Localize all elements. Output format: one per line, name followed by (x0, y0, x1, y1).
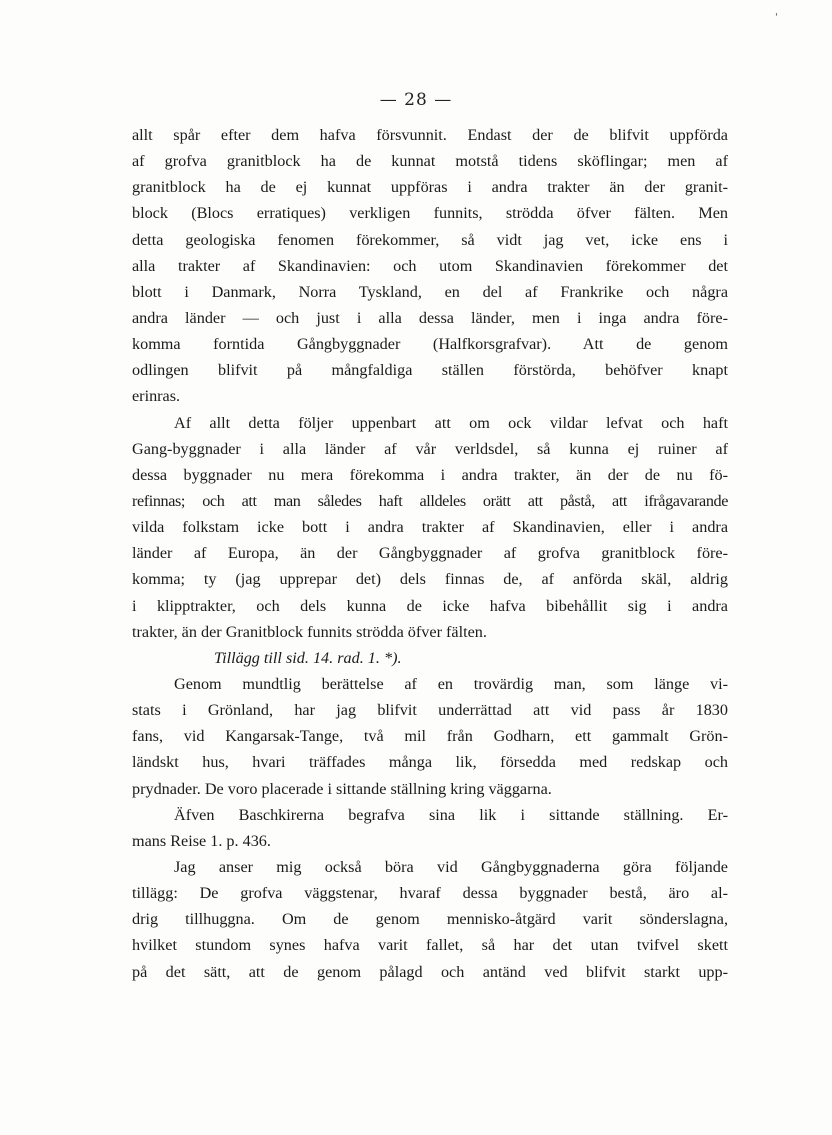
text-line: odlingen blifvit på mångfaldiga ställen förstörda, behöfver knapt (132, 361, 728, 380)
text-line: hvilket stundom synes hafva varit fallet, så har det utan tvifvel skett (132, 936, 728, 955)
text-line: på det sätt, att de genom pålagd och antänd ved blifvit starkt upp- (132, 962, 728, 981)
margin-mark: ' (775, 12, 778, 23)
text-line: stats i Grönland, har jag blifvit underrättad att vid pass år 1830 (132, 701, 728, 720)
text-line: Af allt detta följer uppenbart att om ock vildar lefvat och haft (174, 413, 728, 432)
addendum-heading: Tillägg till sid. 14. rad. 1. *). (214, 648, 402, 667)
text-line: dessa byggnader nu mera förekomma i andra trakter, än der de nu fö- (132, 465, 728, 484)
text-line: vilda folkstam icke bott i andra trakter af Skandinavien, eller i andra (132, 518, 728, 537)
text-line: i klipptrakter, och dels kunna de icke hafva bibehållit sig i andra (132, 596, 728, 615)
text-line: trakter, än der Granitblock funnits strödda öfver fälten. (132, 622, 487, 641)
text-line: ländskt hus, hvari träffades många lik, försedda med redskap och (132, 753, 728, 772)
text-line: komma forntida Gångbyggnader (Halfkorsgrafvar). Att de genom (132, 335, 728, 354)
text-line: Genom mundtlig berättelse af en trovärdig man, som länge vi- (174, 674, 728, 693)
text-line: prydnader. De voro placerade i sittande ställning kring väggarna. (132, 779, 552, 798)
text-line: komma; ty (jag upprepar det) dels finnas de, af anförda skäl, aldrig (132, 570, 728, 589)
text-line: refinnas; och att man således haft alldeles orätt att påstå, att ifrågavarande (132, 491, 728, 510)
text-line: detta geologiska fenomen förekommer, så vidt jag vet, icke ens i (132, 230, 728, 249)
text-line: fans, vid Kangarsak-Tange, två mil från Godharn, ett gammalt Grön- (132, 727, 728, 746)
text-line: blott i Danmark, Norra Tyskland, en del af Frankrike och några (132, 282, 728, 301)
text-line: allt spår efter dem hafva försvunnit. Endast der de blifvit uppförda (132, 126, 728, 144)
text-line: granitblock ha de ej kunnat uppföras i andra trakter än der granit- (132, 178, 728, 197)
text-line: erinras. (132, 387, 181, 406)
text-line: Äfven Baschkirerna begrafva sina lik i sittande ställning. Er- (174, 805, 728, 824)
text-line: af grofva granitblock ha de kunnat motstå tidens sköflingar; men af (132, 152, 728, 171)
text-line: block (Blocs erratiques) verkligen funnits, strödda öfver fälten. Men (132, 204, 728, 223)
text-line: alla trakter af Skandinavien: och utom Skandinavien förekommer det (132, 256, 728, 275)
page-number: — 28 — (379, 90, 453, 110)
text-line: Gang-byggnader i alla länder af vår verldsdel, så kunna ej ruiner af (132, 439, 728, 458)
text-line: Jag anser mig också böra vid Gångbyggnaderna göra följande (174, 857, 728, 876)
text-line: länder af Europa, än der Gångbyggnader af grofva granitblock före- (132, 544, 728, 563)
text-line: andra länder — och just i alla dessa länder, men i inga andra före- (132, 308, 728, 327)
body-text (132, 122, 728, 985)
text-line: tillägg: De grofva väggstenar, hvaraf dessa byggnader bestå, äro al- (132, 884, 728, 903)
text-line: drig tillhuggna. Om de genom mennisko-åtgärd varit sönderslagna, (132, 910, 728, 929)
text-line: mans Reise 1. p. 436. (132, 831, 271, 850)
